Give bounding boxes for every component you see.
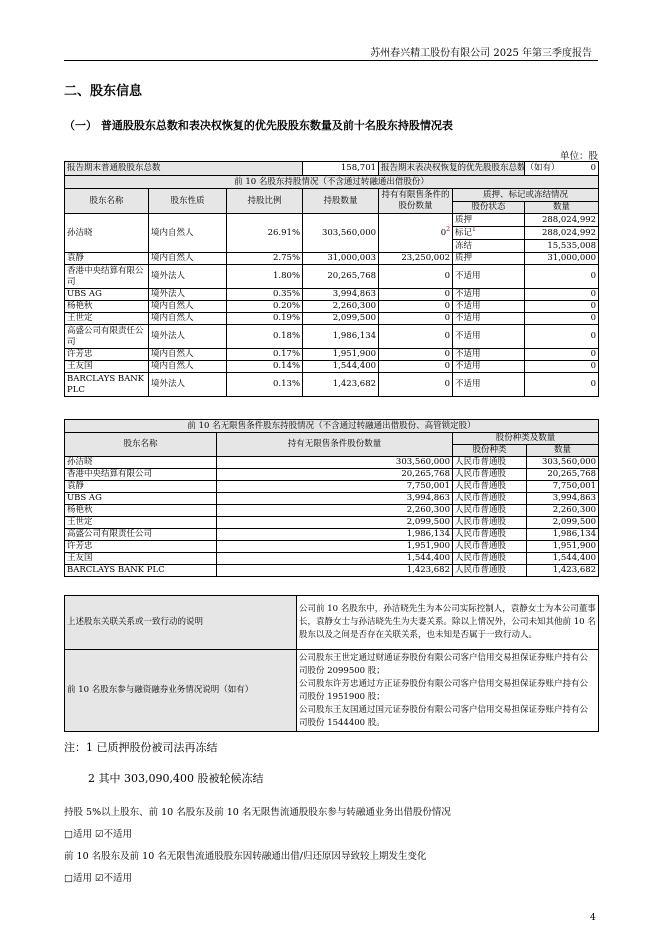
freeze-status: 冻结: [453, 240, 525, 253]
change-paragraph: 前 10 名股东及前 10 名无限售流通股股东因转融通出借/归还原因导致较上期发生变化: [64, 851, 427, 862]
t2-col-header-qty: 持有无限售条件股份数量: [217, 433, 453, 457]
note-2: 2 其中 303,090,400 股被轮候冻结: [88, 772, 264, 785]
holder-qty: 1,423,682: [217, 565, 453, 577]
share-count: 1,986,134: [527, 529, 599, 541]
share-type: 人民币普通股: [453, 541, 527, 553]
holder-qty: 1,951,900: [217, 541, 453, 553]
holder-qty: 20,265,768: [303, 265, 379, 289]
holder-name: UBS AG: [65, 493, 217, 505]
holder-name: 王友国: [65, 361, 149, 373]
pledge-count: 288,024,992: [525, 214, 599, 227]
holder-ratio: 0.20%: [227, 301, 303, 313]
margin-text: [297, 650, 599, 732]
holder-name: 高盛公司有限责任公司: [65, 529, 217, 541]
table-row: [65, 553, 599, 565]
table-row: [65, 361, 599, 373]
table-row: [65, 541, 599, 553]
pledge-status: 不适用: [453, 361, 525, 373]
table-row: [65, 301, 599, 313]
unit-label: 单位：股: [559, 151, 598, 162]
pledge-status: 不适用: [453, 289, 525, 301]
total-holders-label: 报告期末普通股股东总数: [65, 162, 303, 176]
table-row: [65, 481, 599, 493]
table-row: [65, 313, 599, 325]
preferred-holders-label: 报告期末表决权恢复的优先股股东总数（如有）: [379, 162, 525, 176]
table-row: [65, 253, 599, 265]
holder-qty: 3,994,863: [303, 289, 379, 301]
share-type: 人民币普通股: [453, 457, 527, 469]
table-row: [65, 457, 599, 469]
holder-nature: 境内自然人: [149, 301, 227, 313]
note-1: 注：1 已质押股份被司法再冻结: [64, 741, 218, 754]
holder-qty: 2,099,500: [217, 517, 453, 529]
margin-label: 前 10 名股东参与融资融券业务情况说明（如有）: [65, 650, 297, 732]
holder-name: 孙洁晓: [65, 457, 217, 469]
col-header-count: 数量: [525, 202, 599, 214]
holder-qty: 2,260,300: [303, 301, 379, 313]
share-type: 人民币普通股: [453, 529, 527, 541]
holder-nature: 境内自然人: [149, 349, 227, 361]
holder-restricted: 23,250,002: [379, 253, 453, 265]
table-row: [65, 493, 599, 505]
lending-paragraph: 持股 5%以上股东、前 10 名股东及前 10 名无限售流通股股东参与转融通业务出借股份情况: [64, 807, 451, 818]
col-header-qty: 持股数量: [303, 189, 379, 214]
holder-name: 香港中央结算有限公司: [65, 265, 149, 289]
margin-text-line: 公司股东许芳忠通过方正证券股份有限公司客户信用交易担保证券账户持有公司股份 1951900 股；: [299, 678, 589, 702]
holder-qty: 2,260,300: [217, 505, 453, 517]
share-count: 2,099,500: [527, 517, 599, 529]
holder-qty: 2,099,500: [303, 313, 379, 325]
pledge-status: 不适用: [453, 265, 525, 289]
holder-restricted: 0: [379, 373, 453, 397]
holder-restricted: 0: [379, 289, 453, 301]
holder-name: 杨艳秋: [65, 301, 149, 313]
share-count: 3,994,863: [527, 493, 599, 505]
share-type: 人民币普通股: [453, 469, 527, 481]
holder-restricted: 0: [379, 349, 453, 361]
table-row: [65, 214, 599, 227]
total-holders-value: 158,701: [303, 162, 379, 176]
holder-nature: 境内自然人: [149, 253, 227, 265]
top10-shareholders-table: [64, 161, 599, 397]
share-type: 人民币普通股: [453, 553, 527, 565]
lending-applicability: □适用 ☑不适用: [64, 829, 133, 840]
holder-ratio: 1.80%: [227, 265, 303, 289]
pledge-count: 0: [525, 325, 599, 349]
holder-name: 王世定: [65, 517, 217, 529]
pledge-count: 0: [525, 265, 599, 289]
table-row: [65, 325, 599, 349]
pledge-count: 0: [525, 301, 599, 313]
margin-text-line: 公司股东王友国通过国元证券股份有限公司客户信用交易担保证券账户持有公司股份 1544400 股。: [299, 704, 589, 728]
holder-name: 孙洁晓: [65, 214, 149, 253]
pledge-count: 0: [525, 361, 599, 373]
holder-qty: 1,986,134: [217, 529, 453, 541]
preferred-holders-value: 0: [525, 162, 599, 176]
header-rule: [64, 60, 598, 61]
holder-qty: 1,423,682: [303, 373, 379, 397]
margin-text-line: 公司股东王世定通过财通证券股份有限公司客户信用交易担保证券账户持有公司股份 2099500 股；: [299, 652, 589, 676]
table-row: [65, 517, 599, 529]
t2-col-header-type: 股份种类: [453, 445, 527, 457]
pledge-status: 不适用: [453, 313, 525, 325]
holder-nature: 境内自然人: [149, 361, 227, 373]
holder-ratio: 0.14%: [227, 361, 303, 373]
mark-count: 288,024,992: [525, 227, 599, 240]
pledge-status: 不适用: [453, 301, 525, 313]
holder-restricted: 0: [379, 313, 453, 325]
holder-restricted: 0: [379, 361, 453, 373]
t2-col-header-name: 股东名称: [65, 433, 217, 457]
holder-qty: 1,544,400: [217, 553, 453, 565]
table-row: [65, 469, 599, 481]
section-title: 二、股东信息: [64, 84, 143, 99]
page-header: 苏州春兴精工股份有限公司 2025 年第三季度报告: [370, 48, 592, 59]
holder-nature: 境内自然人: [149, 313, 227, 325]
footnote-1: 1: [472, 225, 476, 233]
holder-ratio: 0.17%: [227, 349, 303, 361]
share-type: 人民币普通股: [453, 505, 527, 517]
holder-qty: 20,265,768: [217, 469, 453, 481]
pledge-count: 0: [525, 289, 599, 301]
mark-status: 标记$^1$: [453, 227, 525, 240]
share-type: 人民币普通股: [453, 517, 527, 529]
holder-ratio: 0.18%: [227, 325, 303, 349]
t2-title: 前 10 名无限售条件股东持股情况（不含通过转融通出借股份、高管锁定股）: [65, 420, 599, 433]
share-type: 人民币普通股: [453, 493, 527, 505]
holder-name: 王友国: [65, 553, 217, 565]
holder-ratio: 0.13%: [227, 373, 303, 397]
subsection-title: （一） 普通股股东总数和表决权恢复的优先股股东数量及前十名股东持股情况表: [64, 119, 453, 132]
t2-col-header-count: 数量: [527, 445, 599, 457]
t2-col-header-kind: 股份种类及数量: [453, 433, 599, 445]
table-row: [65, 373, 599, 397]
page-number: 4: [590, 913, 596, 923]
holder-name: 许芳忠: [65, 349, 149, 361]
t1-title: 前 10 名股东持股情况（不含通过转融通出借股份）: [65, 176, 599, 189]
holder-name: BARCLAYS BANK PLC: [65, 373, 149, 397]
table-row: [65, 505, 599, 517]
holder-name: UBS AG: [65, 289, 149, 301]
share-count: 1,951,900: [527, 541, 599, 553]
share-count: 2,260,300: [527, 505, 599, 517]
holder-name: 杨艳秋: [65, 505, 217, 517]
holder-qty: 31,000,003: [303, 253, 379, 265]
share-count: 1,423,682: [527, 565, 599, 577]
table-row: [65, 289, 599, 301]
pledge-status: 不适用: [453, 325, 525, 349]
table-row: [65, 349, 599, 361]
pledge-status: 质押: [453, 253, 525, 265]
col-header-restricted: 持有有限售条件的股份数量: [379, 189, 453, 214]
change-applicability: □适用 ☑不适用: [64, 873, 133, 884]
freeze-count: 15,535,008: [525, 240, 599, 253]
pledge-count: 0: [525, 313, 599, 325]
col-header-name: 股东名称: [65, 189, 149, 214]
share-count: 303,560,000: [527, 457, 599, 469]
relation-label: 上述股东关联关系或一致行动的说明: [65, 596, 297, 650]
holder-ratio: 26.91%: [227, 214, 303, 253]
col-header-ratio: 持股比例: [227, 189, 303, 214]
table-row: [65, 565, 599, 577]
pledge-count: 31,000,000: [525, 253, 599, 265]
holder-name: 袁静: [65, 253, 149, 265]
holder-name: 香港中央结算有限公司: [65, 469, 217, 481]
share-type: 人民币普通股: [453, 481, 527, 493]
holder-restricted: 0: [379, 325, 453, 349]
footnote-2: 2: [446, 225, 451, 233]
holder-qty: 303,560,000: [303, 214, 379, 253]
table-row: [65, 529, 599, 541]
holder-restricted: 0: [379, 301, 453, 313]
holder-nature: 境外法人: [149, 373, 227, 397]
holder-name: 许芳忠: [65, 541, 217, 553]
holder-restricted: 0: [379, 265, 453, 289]
col-header-nature: 股东性质: [149, 189, 227, 214]
share-count: 1,544,400: [527, 553, 599, 565]
relation-text: 公司前 10 名股东中，孙洁晓先生为本公司实际控制人，袁静女士为本公司董事长，袁静女士与孙洁晓先生为夫妻关系。除以上情况外，公司未知其他前 10 名股东以及之间是否存在关联关系，也未知是否属于一致行动人。: [297, 596, 599, 650]
holder-nature: 境内自然人: [149, 214, 227, 253]
holder-qty: 303,560,000: [217, 457, 453, 469]
holder-qty: 7,750,001: [217, 481, 453, 493]
holder-qty: 1,544,400: [303, 361, 379, 373]
pledge-status: 不适用: [453, 373, 525, 397]
holder-nature: 境外法人: [149, 265, 227, 289]
share-count: 20,265,768: [527, 469, 599, 481]
holder-qty: 1,986,134: [303, 325, 379, 349]
holder-nature: 境外法人: [149, 289, 227, 301]
holder-name: 王世定: [65, 313, 149, 325]
holder-ratio: 2.75%: [227, 253, 303, 265]
holder-name: BARCLAYS BANK PLC: [65, 565, 217, 577]
holder-qty: 3,994,863: [217, 493, 453, 505]
holder-nature: 境外法人: [149, 325, 227, 349]
holder-restricted: $0^2$: [379, 214, 453, 253]
explanations-table: [64, 595, 599, 732]
holder-name: 高盛公司有限责任公司: [65, 325, 149, 349]
holder-qty: 1,951,900: [303, 349, 379, 361]
holder-ratio: 0.35%: [227, 289, 303, 301]
col-header-pledge: 质押、标记或冻结情况: [453, 189, 599, 202]
holder-name: 袁静: [65, 481, 217, 493]
pledge-status: 质押: [453, 214, 525, 227]
holder-ratio: 0.19%: [227, 313, 303, 325]
pledge-count: 0: [525, 349, 599, 361]
share-type: 人民币普通股: [453, 565, 527, 577]
pledge-status: 不适用: [453, 349, 525, 361]
top10-unrestricted-table: [64, 419, 599, 577]
table-row: [65, 265, 599, 289]
share-count: 7,750,001: [527, 481, 599, 493]
pledge-count: 0: [525, 373, 599, 397]
col-header-status: 股份状态: [453, 202, 525, 214]
